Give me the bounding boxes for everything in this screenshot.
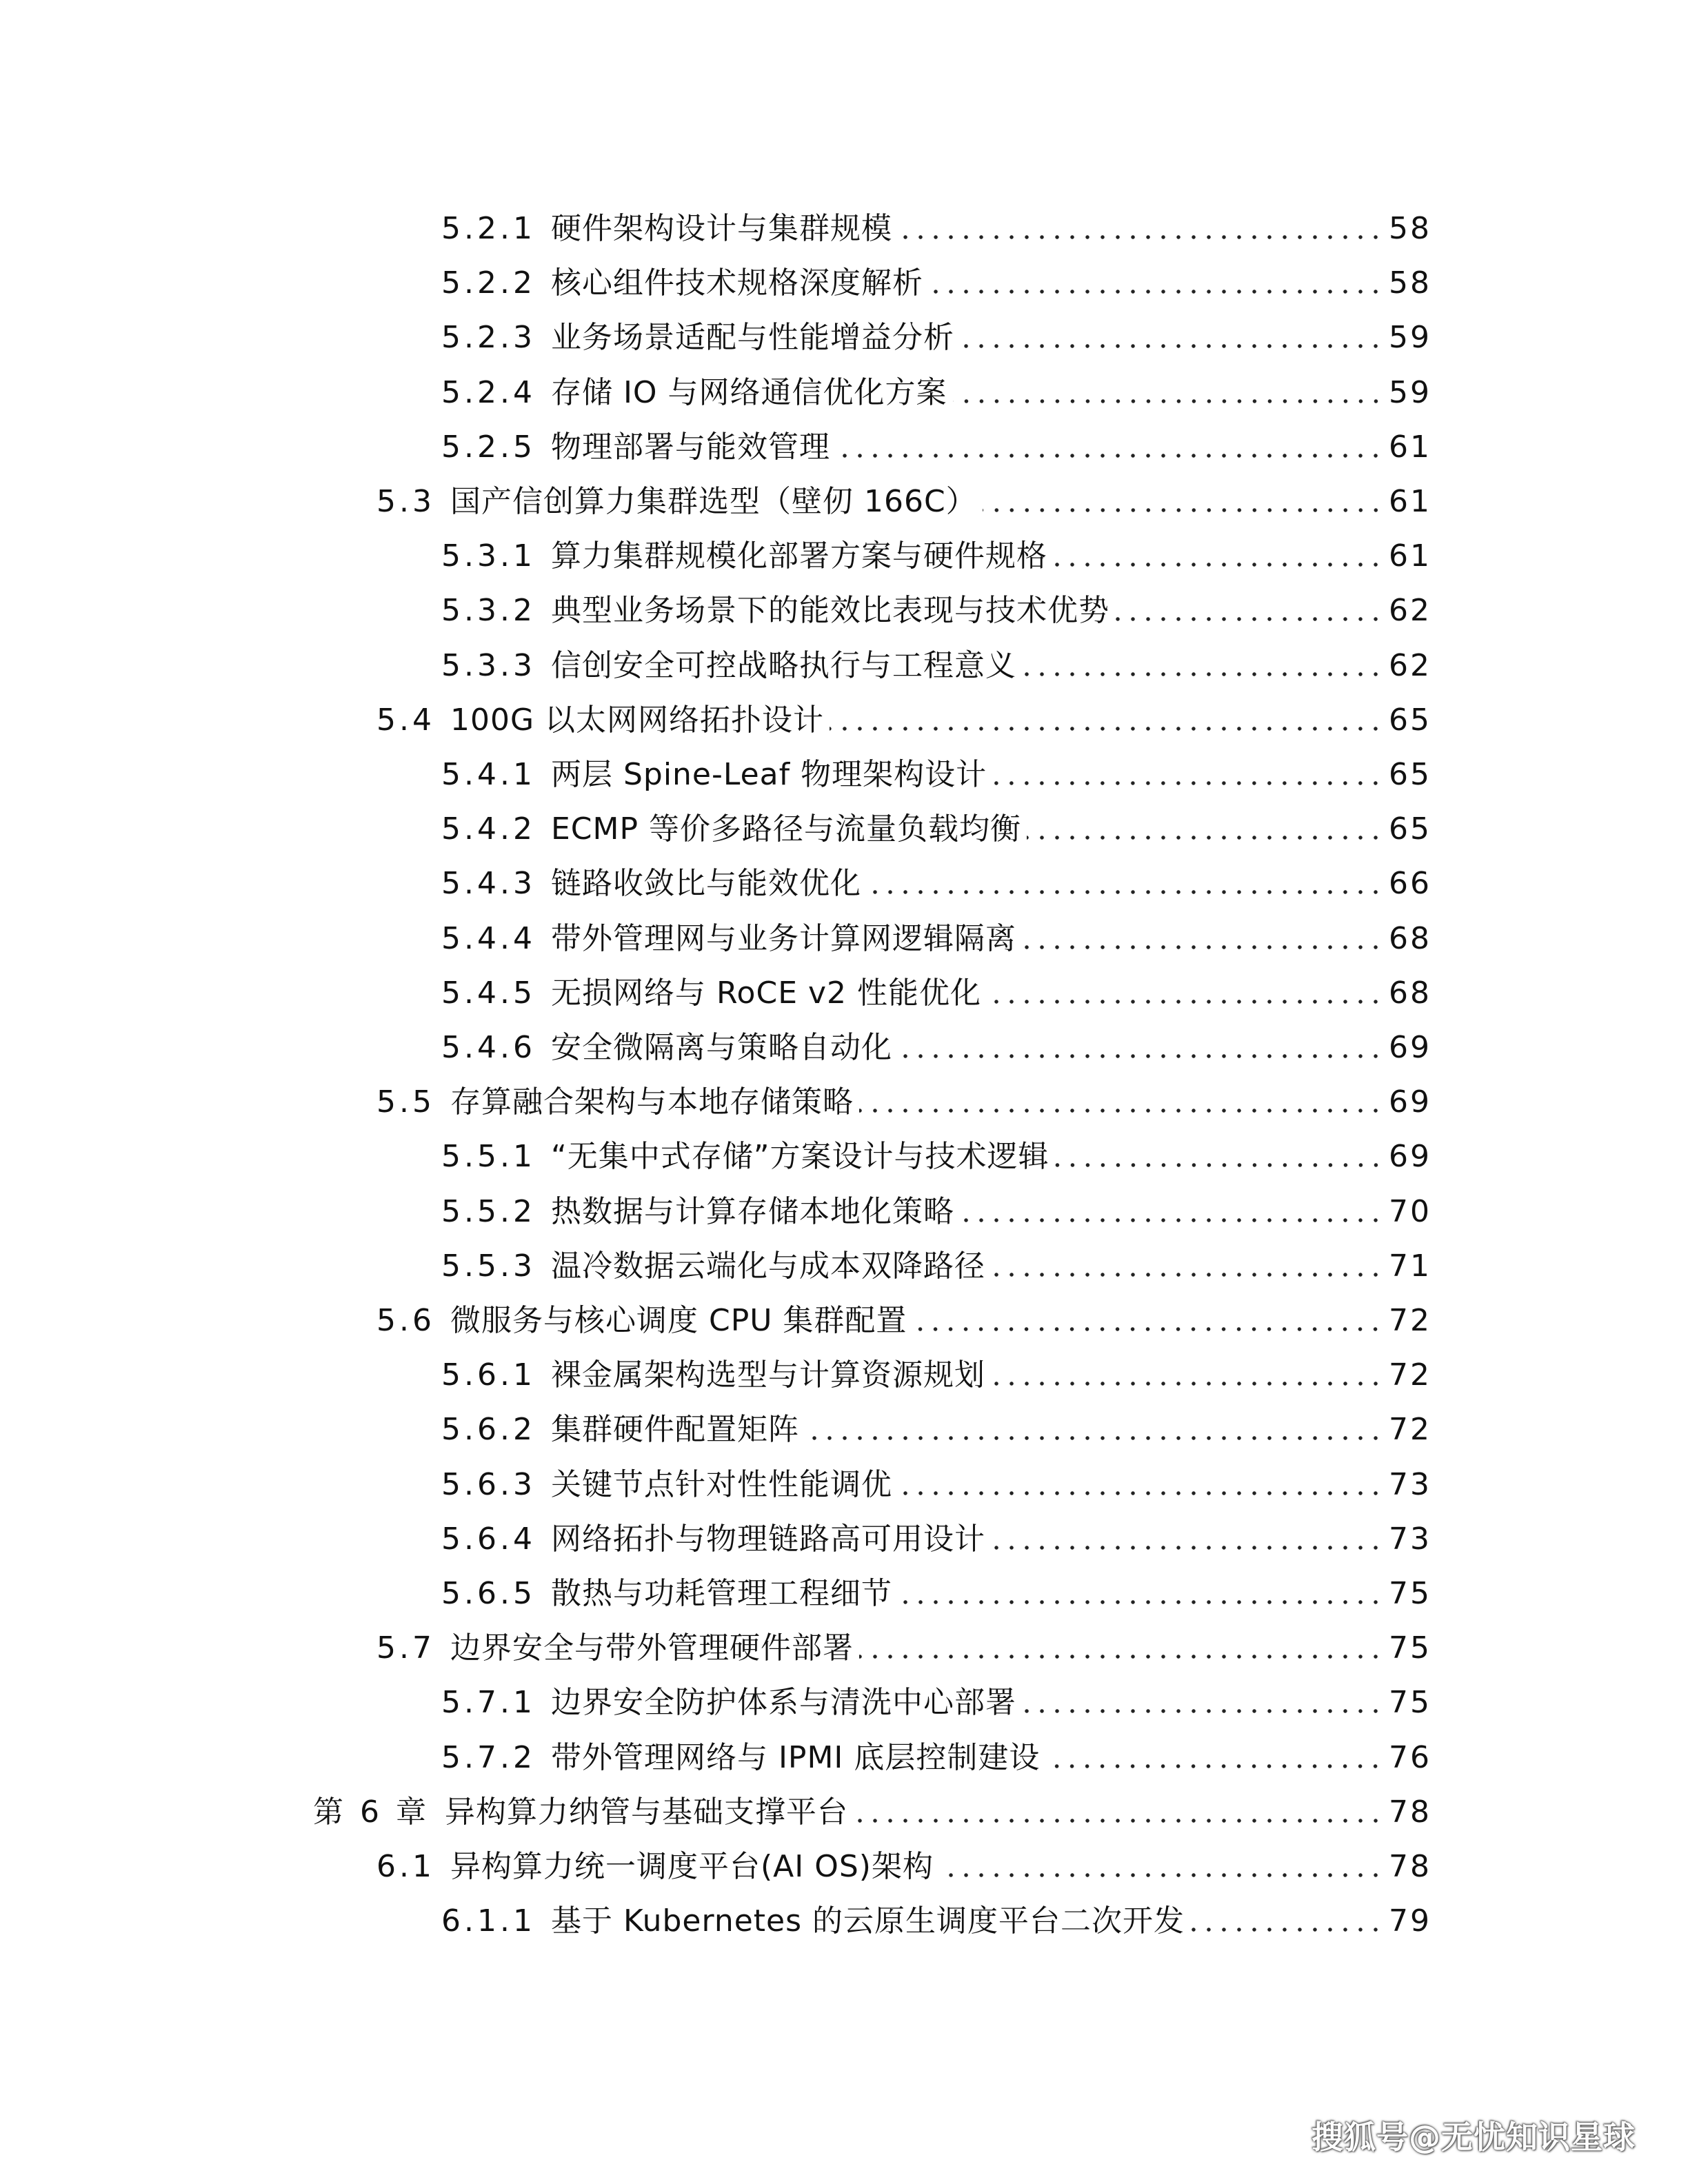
toc-entry-page-number: 69 xyxy=(1389,1139,1431,1175)
toc-entry-page-number: 73 xyxy=(1389,1521,1431,1557)
toc-entry[interactable] xyxy=(441,1129,1431,1184)
toc-entry[interactable] xyxy=(313,1785,1431,1840)
toc-entry[interactable] xyxy=(376,1075,1431,1130)
toc-entry-title: 关键节点针对性性能调优 xyxy=(550,1466,892,1502)
dot-leader xyxy=(854,1817,1383,1824)
toc-entry-page-number: 59 xyxy=(1389,320,1431,356)
dot-leader xyxy=(992,780,1383,787)
toc-entry-page-number: 68 xyxy=(1389,975,1431,1011)
dot-leader xyxy=(991,1380,1383,1387)
toc-entry-number: 6.1 xyxy=(376,1849,435,1884)
toc-entry-page-number: 76 xyxy=(1389,1739,1431,1775)
dot-leader xyxy=(898,1053,1383,1060)
toc-entry-title: 异构算力统一调度平台(AI OS)架构 xyxy=(450,1849,934,1884)
toc-entry-number: 5.2.4 xyxy=(441,374,536,410)
toc-entry-number: 5.2.3 xyxy=(441,320,536,356)
toc-entry-page-number: 72 xyxy=(1389,1303,1431,1338)
toc-entry-number: 5.5.1 xyxy=(441,1139,536,1175)
toc-entry[interactable] xyxy=(441,1566,1431,1621)
toc-entry-number: 5.7 xyxy=(376,1630,435,1666)
dot-leader xyxy=(987,998,1383,1005)
toc-entry-page-number: 75 xyxy=(1389,1685,1431,1721)
toc-entry-title: 无损网络与 RoCE v2 性能优化 xyxy=(550,975,981,1011)
toc-entry-page-number: 62 xyxy=(1389,647,1431,683)
toc-entry[interactable] xyxy=(441,201,1431,256)
toc-entry-page-number: 73 xyxy=(1389,1466,1431,1502)
toc-entry[interactable] xyxy=(441,911,1431,967)
toc-entry-title: 算力集群规模化部署方案与硬件规格 xyxy=(550,538,1047,574)
toc-entry[interactable] xyxy=(441,1184,1431,1240)
dot-leader xyxy=(836,452,1383,459)
toc-entry-title: 两层 Spine-Leaf 物理架构设计 xyxy=(550,757,987,792)
toc-entry-title: 网络拓扑与物理链路高可用设计 xyxy=(550,1521,985,1557)
toc-entry-number: 5.4 xyxy=(376,702,435,738)
toc-entry-number: 5.3.1 xyxy=(441,538,536,574)
toc-entry[interactable] xyxy=(441,966,1431,1021)
toc-entry-page-number: 78 xyxy=(1389,1794,1431,1830)
toc-entry-title: 边界安全防护体系与清洗中心部署 xyxy=(550,1685,1016,1721)
dot-leader xyxy=(912,1326,1383,1333)
dot-leader xyxy=(939,1872,1383,1879)
dot-leader xyxy=(859,1107,1383,1114)
dot-leader xyxy=(898,1490,1383,1497)
toc-entry[interactable] xyxy=(441,1457,1431,1513)
toc-entry[interactable] xyxy=(441,1675,1431,1730)
toc-entry-number: 5.2.2 xyxy=(441,265,536,301)
toc-entry-title: 硬件架构设计与集群规模 xyxy=(550,211,892,246)
toc-entry[interactable] xyxy=(441,420,1431,475)
toc-entry-title: 存储 IO 与网络通信优化方案 xyxy=(550,374,947,410)
toc-entry-page-number: 58 xyxy=(1389,265,1431,301)
toc-entry-title: 安全微隔离与策略自动化 xyxy=(550,1030,892,1065)
toc-entry-title: “无集中式存储”方案设计与技术逻辑 xyxy=(550,1139,1049,1175)
toc-entry-page-number: 79 xyxy=(1389,1903,1431,1939)
dot-leader xyxy=(898,234,1383,241)
toc-entry-number: 5.4.4 xyxy=(441,920,536,956)
toc-entry[interactable] xyxy=(441,310,1431,365)
toc-entry[interactable] xyxy=(441,1402,1431,1457)
toc-entry-page-number: 62 xyxy=(1389,593,1431,629)
toc-entry-title: 典型业务场景下的能效比表现与技术优势 xyxy=(550,593,1109,629)
toc-entry-number: 5.7.2 xyxy=(441,1739,536,1775)
toc-entry[interactable] xyxy=(441,1348,1431,1403)
toc-entry-page-number: 69 xyxy=(1389,1084,1431,1120)
toc-entry-number: 5.6.3 xyxy=(441,1466,536,1502)
toc-entry-page-number: 58 xyxy=(1389,211,1431,246)
toc-entry-number: 5.4.6 xyxy=(441,1030,536,1065)
dot-leader xyxy=(1045,1763,1383,1770)
toc-entry[interactable] xyxy=(376,1839,1431,1894)
toc-entry-title: 核心组件技术规格深度解析 xyxy=(550,265,923,301)
toc-entry[interactable] xyxy=(441,365,1431,421)
toc-entry-title: 基于 Kubernetes 的云原生调度平台二次开发 xyxy=(550,1903,1185,1939)
toc-entry-title: 微服务与核心调度 CPU 集群配置 xyxy=(450,1303,907,1338)
toc-entry-title: 散热与功耗管理工程细节 xyxy=(550,1576,892,1611)
toc-entry-title: 国产信创算力集群选型（壁仞 166C） xyxy=(450,484,977,519)
toc-entry-number: 5.4.5 xyxy=(441,975,536,1011)
toc-entry-number: 5.2.1 xyxy=(441,211,536,246)
dot-leader xyxy=(991,1544,1383,1551)
dot-leader xyxy=(960,343,1383,350)
dot-leader xyxy=(983,507,1383,514)
toc-entry-number: 5.6.1 xyxy=(441,1357,536,1393)
toc-entry-number: 6.1.1 xyxy=(441,1903,536,1939)
toc-entry-title: 热数据与计算存储本地化策略 xyxy=(550,1193,954,1229)
toc-entry-title: ECMP 等价多路径与流量负载均衡 xyxy=(550,811,1021,847)
toc-entry-title: 信创安全可控战略执行与工程意义 xyxy=(550,647,1016,683)
toc-entry-number: 5.5 xyxy=(376,1084,435,1120)
toc-entry[interactable] xyxy=(441,638,1431,694)
toc-entry[interactable] xyxy=(441,856,1431,911)
toc-entry-number: 5.2.5 xyxy=(441,429,536,465)
toc-entry[interactable] xyxy=(376,693,1431,748)
dot-leader xyxy=(1055,1162,1383,1169)
toc-entry[interactable] xyxy=(441,256,1431,311)
toc-entry-number: 5.5.3 xyxy=(441,1248,536,1284)
toc-entry[interactable] xyxy=(441,529,1431,584)
toc-entry-number: 5.6 xyxy=(376,1303,435,1338)
toc-entry-title: 异构算力纳管与基础支撑平台 xyxy=(444,1794,848,1830)
toc-entry-number: 5.3.3 xyxy=(441,647,536,683)
toc-entry-number: 5.6.2 xyxy=(441,1412,536,1448)
toc-entry-title: 带外管理网与业务计算网逻辑隔离 xyxy=(550,920,1016,956)
toc-entry[interactable] xyxy=(376,1293,1431,1348)
toc-entry-number: 5.4.1 xyxy=(441,757,536,792)
toc-entry-page-number: 75 xyxy=(1389,1630,1431,1666)
dot-leader xyxy=(830,725,1383,732)
toc-entry-page-number: 59 xyxy=(1389,374,1431,410)
toc-entry-title: 边界安全与带外管理硬件部署 xyxy=(450,1630,854,1666)
toc-entry-page-number: 61 xyxy=(1389,484,1431,519)
toc-entry-page-number: 71 xyxy=(1389,1248,1431,1284)
toc-entry-page-number: 61 xyxy=(1389,429,1431,465)
toc-entry[interactable] xyxy=(441,1020,1431,1075)
toc-entry-page-number: 65 xyxy=(1389,702,1431,738)
dot-leader xyxy=(867,889,1383,896)
dot-leader xyxy=(898,1599,1383,1606)
toc-entry[interactable] xyxy=(441,1730,1431,1786)
toc-entry-number: 5.3.2 xyxy=(441,593,536,629)
toc-entry[interactable] xyxy=(441,802,1431,857)
toc-entry-number: 5.4.2 xyxy=(441,811,536,847)
toc-entry-page-number: 66 xyxy=(1389,866,1431,902)
toc-entry-page-number: 68 xyxy=(1389,920,1431,956)
toc-entry-page-number: 65 xyxy=(1389,757,1431,792)
toc-entry-page-number: 70 xyxy=(1389,1193,1431,1229)
toc-entry-page-number: 78 xyxy=(1389,1849,1431,1884)
dot-leader xyxy=(1022,1708,1383,1715)
toc-entry-page-number: 72 xyxy=(1389,1357,1431,1393)
toc-entry[interactable] xyxy=(441,583,1431,638)
toc-entry-page-number: 69 xyxy=(1389,1030,1431,1065)
dot-leader xyxy=(1190,1926,1383,1933)
dot-leader xyxy=(1115,616,1383,623)
toc-entry-title: 100G 以太网网络拓扑设计 xyxy=(450,702,825,738)
toc-entry[interactable] xyxy=(441,1894,1431,1949)
toc-entry[interactable] xyxy=(441,1512,1431,1567)
toc-entry[interactable] xyxy=(441,1239,1431,1294)
toc-entry-number: 5.5.2 xyxy=(441,1193,536,1229)
toc-entry-number: 5.7.1 xyxy=(441,1685,536,1721)
dot-leader xyxy=(960,1217,1383,1224)
toc-entry-title: 温冷数据云端化与成本双降路径 xyxy=(550,1248,985,1284)
dot-leader xyxy=(859,1653,1383,1660)
toc-entry-page-number: 61 xyxy=(1389,538,1431,574)
toc-entry-page-number: 65 xyxy=(1389,811,1431,847)
toc-entry-title: 链路收敛比与能效优化 xyxy=(550,866,861,902)
toc-entry[interactable] xyxy=(376,1621,1431,1676)
dot-leader xyxy=(805,1435,1383,1442)
toc-entry-page-number: 75 xyxy=(1389,1576,1431,1611)
dot-leader xyxy=(953,398,1383,405)
dot-leader xyxy=(1022,671,1383,678)
toc-entry[interactable] xyxy=(376,474,1431,529)
dot-leader xyxy=(1053,561,1383,568)
toc-entry-title: 带外管理网络与 IPMI 底层控制建设 xyxy=(550,1739,1041,1775)
dot-leader xyxy=(991,1271,1383,1278)
toc-entry-title: 裸金属架构选型与计算资源规划 xyxy=(550,1357,985,1393)
dot-leader xyxy=(1022,944,1383,951)
toc-entry[interactable] xyxy=(441,747,1431,802)
toc-entry-title: 业务场景适配与性能增益分析 xyxy=(550,320,954,356)
toc-entry-number: 5.6.5 xyxy=(441,1576,536,1611)
toc-entry-number: 5.4.3 xyxy=(441,866,536,902)
toc-entry-title: 集群硬件配置矩阵 xyxy=(550,1412,799,1448)
watermark: 搜狐号@无忧知识星球 xyxy=(1312,2119,1636,2156)
toc-entry-number: 第 6 章 xyxy=(313,1794,430,1830)
toc-entry-page-number: 72 xyxy=(1389,1412,1431,1448)
toc-entry-title: 存算融合架构与本地存储策略 xyxy=(450,1084,854,1120)
dot-leader xyxy=(929,288,1383,295)
toc-entry-title: 物理部署与能效管理 xyxy=(550,429,830,465)
toc-entry-number: 5.3 xyxy=(376,484,435,519)
dot-leader xyxy=(1027,834,1383,841)
toc-entry-number: 5.6.4 xyxy=(441,1521,536,1557)
